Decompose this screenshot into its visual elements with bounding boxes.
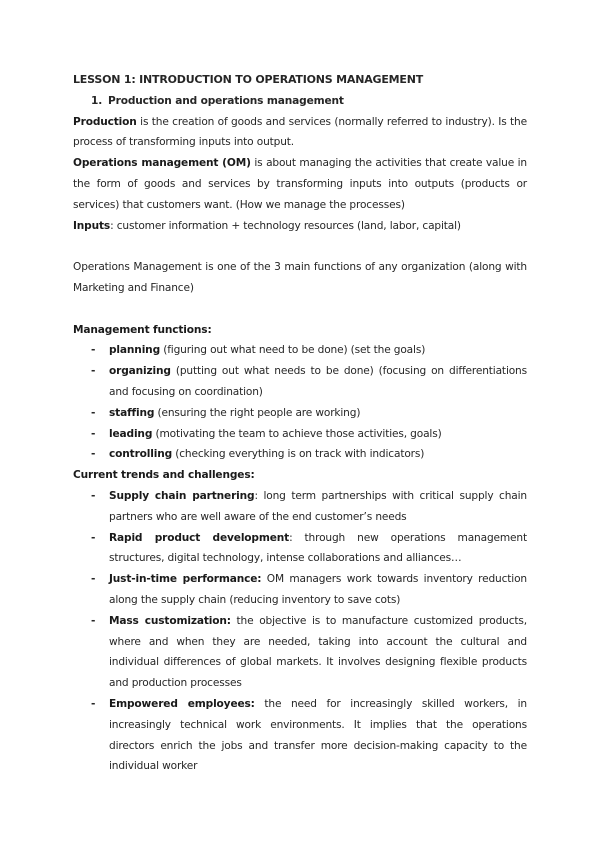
- item-text: (motivating the team to achieve those activities, goals): [152, 427, 442, 440]
- dash-bullet: -: [91, 427, 96, 440]
- item-term: planning: [109, 344, 161, 357]
- list-item: [73, 486, 527, 528]
- item-term: staffing: [109, 406, 155, 419]
- inputs-text: : customer information + technology resources (land, labor, capital): [110, 219, 461, 232]
- production-term: Production: [73, 115, 137, 128]
- dash-bullet: -: [91, 365, 96, 378]
- item-term: Rapid product development: [109, 531, 290, 544]
- dash-bullet: -: [91, 531, 96, 544]
- inputs-term: Inputs: [73, 219, 111, 232]
- management-functions-list: [73, 340, 527, 465]
- item-text: OM managers work towards inventory reduction along the supply chain (reducing inventory to save cots): [109, 573, 527, 606]
- dash-bullet: -: [91, 573, 96, 586]
- list-item: [73, 569, 527, 611]
- production-text: is the creation of goods and services (normally referred to industry). Is the process of transforming inputs into output.: [73, 115, 527, 149]
- spacer: [73, 299, 527, 320]
- om-functions-note: Operations Management is one of the 3 main functions of any organization (along with Marketing and Finance): [73, 261, 527, 294]
- item-term: Supply chain partnering: [109, 489, 255, 502]
- dash-bullet: -: [91, 614, 96, 627]
- list-item: [73, 424, 527, 445]
- dash-bullet: -: [91, 344, 96, 357]
- section-number: 1.: [91, 94, 103, 107]
- trends-list: [73, 486, 527, 777]
- dash-bullet: -: [91, 697, 96, 710]
- trends-heading: Current trends and challenges:: [73, 469, 255, 482]
- item-text: (checking everything is on track with indicators): [172, 448, 425, 461]
- list-item: [73, 528, 527, 570]
- item-term: organizing: [109, 365, 171, 378]
- item-text: the objective is to manufacture customized products, where and when they are needed, taking into account the cultural and individual differences of global markets. It involves designing flexible products and production processes: [109, 614, 527, 690]
- item-term: controlling: [109, 448, 173, 461]
- item-term: leading: [109, 427, 153, 440]
- production-definition: [73, 112, 527, 154]
- list-item: [73, 403, 527, 424]
- item-term: Empowered employees:: [109, 697, 255, 710]
- item-text: (putting out what needs to be done) (focusing on differentiations and focusing on coordination): [109, 365, 527, 398]
- dash-bullet: -: [91, 448, 96, 461]
- management-functions-heading: Management functions:: [73, 323, 212, 336]
- list-item: [73, 694, 527, 777]
- om-term: Operations management (OM): [73, 157, 251, 170]
- list-item: [73, 340, 527, 361]
- list-item: [73, 444, 527, 465]
- om-text: is about managing the activities that create value in the form of goods and services by transforming inputs into outputs (products or services) that customers want. (How we manage the processes): [73, 157, 527, 211]
- om-definition: [73, 153, 527, 215]
- inputs-definition: [73, 216, 527, 237]
- dash-bullet: -: [91, 406, 96, 419]
- dash-bullet: -: [91, 489, 96, 502]
- document-page: [73, 70, 527, 777]
- spacer: [73, 236, 527, 257]
- item-text: the need for increasingly skilled workers, in increasingly technical work environments. It implies that the operations directors enrich the jobs and transfer more decision-making capacity to the individual worker: [109, 697, 528, 773]
- section-heading-text: Production and operations management: [108, 94, 344, 107]
- list-item: [73, 611, 527, 694]
- item-text: (figuring out what need to be done) (set the goals): [160, 344, 426, 357]
- item-text: : long term partnerships with critical supply chain partners who are well aware of the end customer’s needs: [109, 489, 527, 523]
- section-heading: [73, 91, 527, 112]
- lesson-title: LESSON 1: INTRODUCTION TO OPERATIONS MANAGEMENT: [73, 73, 424, 86]
- item-text: (ensuring the right people are working): [154, 406, 361, 419]
- item-term: Just-in-time performance:: [109, 573, 262, 586]
- item-term: Mass customization:: [109, 614, 231, 627]
- list-item: [73, 361, 527, 403]
- item-text: : through new operations management structures, digital technology, intense collaborations and alliances…: [109, 531, 527, 565]
